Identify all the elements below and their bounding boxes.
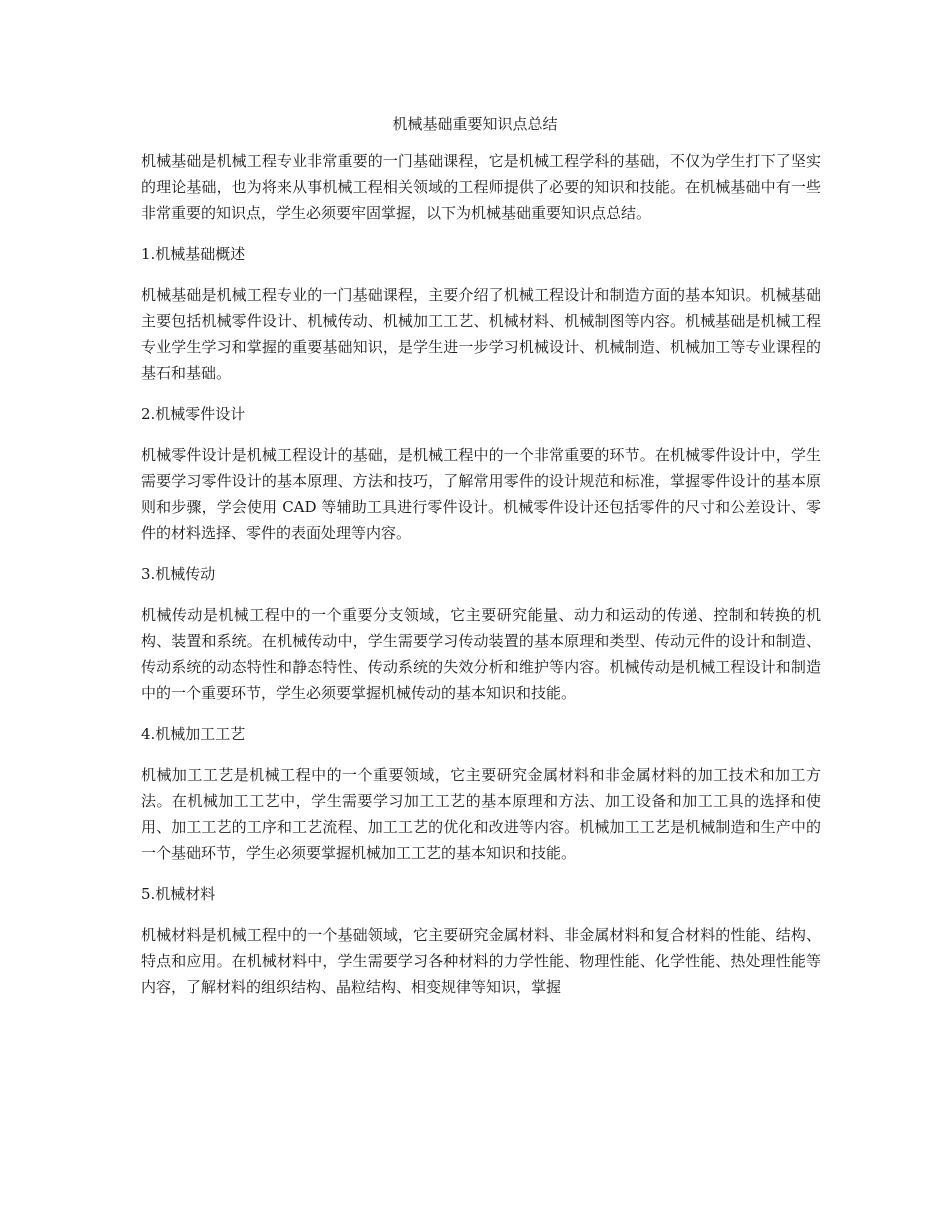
section-body-machining: 机械加工工艺是机械工程中的一个重要领域，它主要研究金属材料和非金属材料的加工技术和加工方法。在机械加工工艺中，学生需要学习加工工艺的基本原理和方法、加工设备和加工工具的选择和使用、加工工艺的工序和工艺流程、加工工艺的优化和改进等内容。机械加工工艺是机械制造和生产中的一个基础环节，学生必须要掌握机械加工工艺的基本知识和技能。 <box>141 766 821 862</box>
document-body <box>141 148 821 1015</box>
section-heading-overview: 1.机械基础概述 <box>141 245 246 263</box>
section-heading-part-design: 2.机械零件设计 <box>141 405 246 423</box>
section-body-part-design: 机械零件设计是机械工程设计的基础，是机械工程中的一个非常重要的环节。在机械零件设计中，学生需要学习零件设计的基本原理、方法和技巧，了解常用零件的设计规范和标准，掌握零件设计的基本原则和步骤，学会使用 CAD 等辅助工具进行零件设计。机械零件设计还包括零件的尺寸和公差设计、零件的材料选择、零件的表面处理等内容。 <box>141 446 821 542</box>
section-heading-materials: 5.机械材料 <box>141 885 216 903</box>
intro-paragraph: 机械基础是机械工程专业非常重要的一门基础课程，它是机械工程学科的基础，不仅为学生打下了坚实的理论基础，也为将来从事机械工程相关领域的工程师提供了必要的知识和技能。在机械基础中有一些非常重要的知识点，学生必须要牢固掌握，以下为机械基础重要知识点总结。 <box>141 152 821 222</box>
section-body-materials: 机械材料是机械工程中的一个基础领域，它主要研究金属材料、非金属材料和复合材料的性能、结构、特点和应用。在机械材料中，学生需要学习各种材料的力学性能、物理性能、化学性能、热处理性能等内容，了解材料的组织结构、晶粒结构、相变规律等知识，掌握 <box>141 926 821 996</box>
section-heading-transmission: 3.机械传动 <box>141 565 216 583</box>
document-title: 机械基础重要知识点总结 <box>392 115 558 133</box>
section-body-overview: 机械基础是机械工程专业的一门基础课程，主要介绍了机械工程设计和制造方面的基本知识。机械基础主要包括机械零件设计、机械传动、机械加工工艺、机械材料、机械制图等内容。机械基础是机械工程专业学生学习和掌握的重要基础知识，是学生进一步学习机械设计、机械制造、机械加工等专业课程的基石和基础。 <box>141 286 821 382</box>
section-heading-machining: 4.机械加工工艺 <box>141 725 246 743</box>
section-body-transmission: 机械传动是机械工程中的一个重要分支领域，它主要研究能量、动力和运动的传递、控制和转换的机构、装置和系统。在机械传动中，学生需要学习传动装置的基本原理和类型、传动元件的设计和制造、传动系统的动态特性和静态特性、传动系统的失效分析和维护等内容。机械传动是机械工程设计和制造中的一个重要环节，学生必须要掌握机械传动的基本知识和技能。 <box>141 606 821 702</box>
